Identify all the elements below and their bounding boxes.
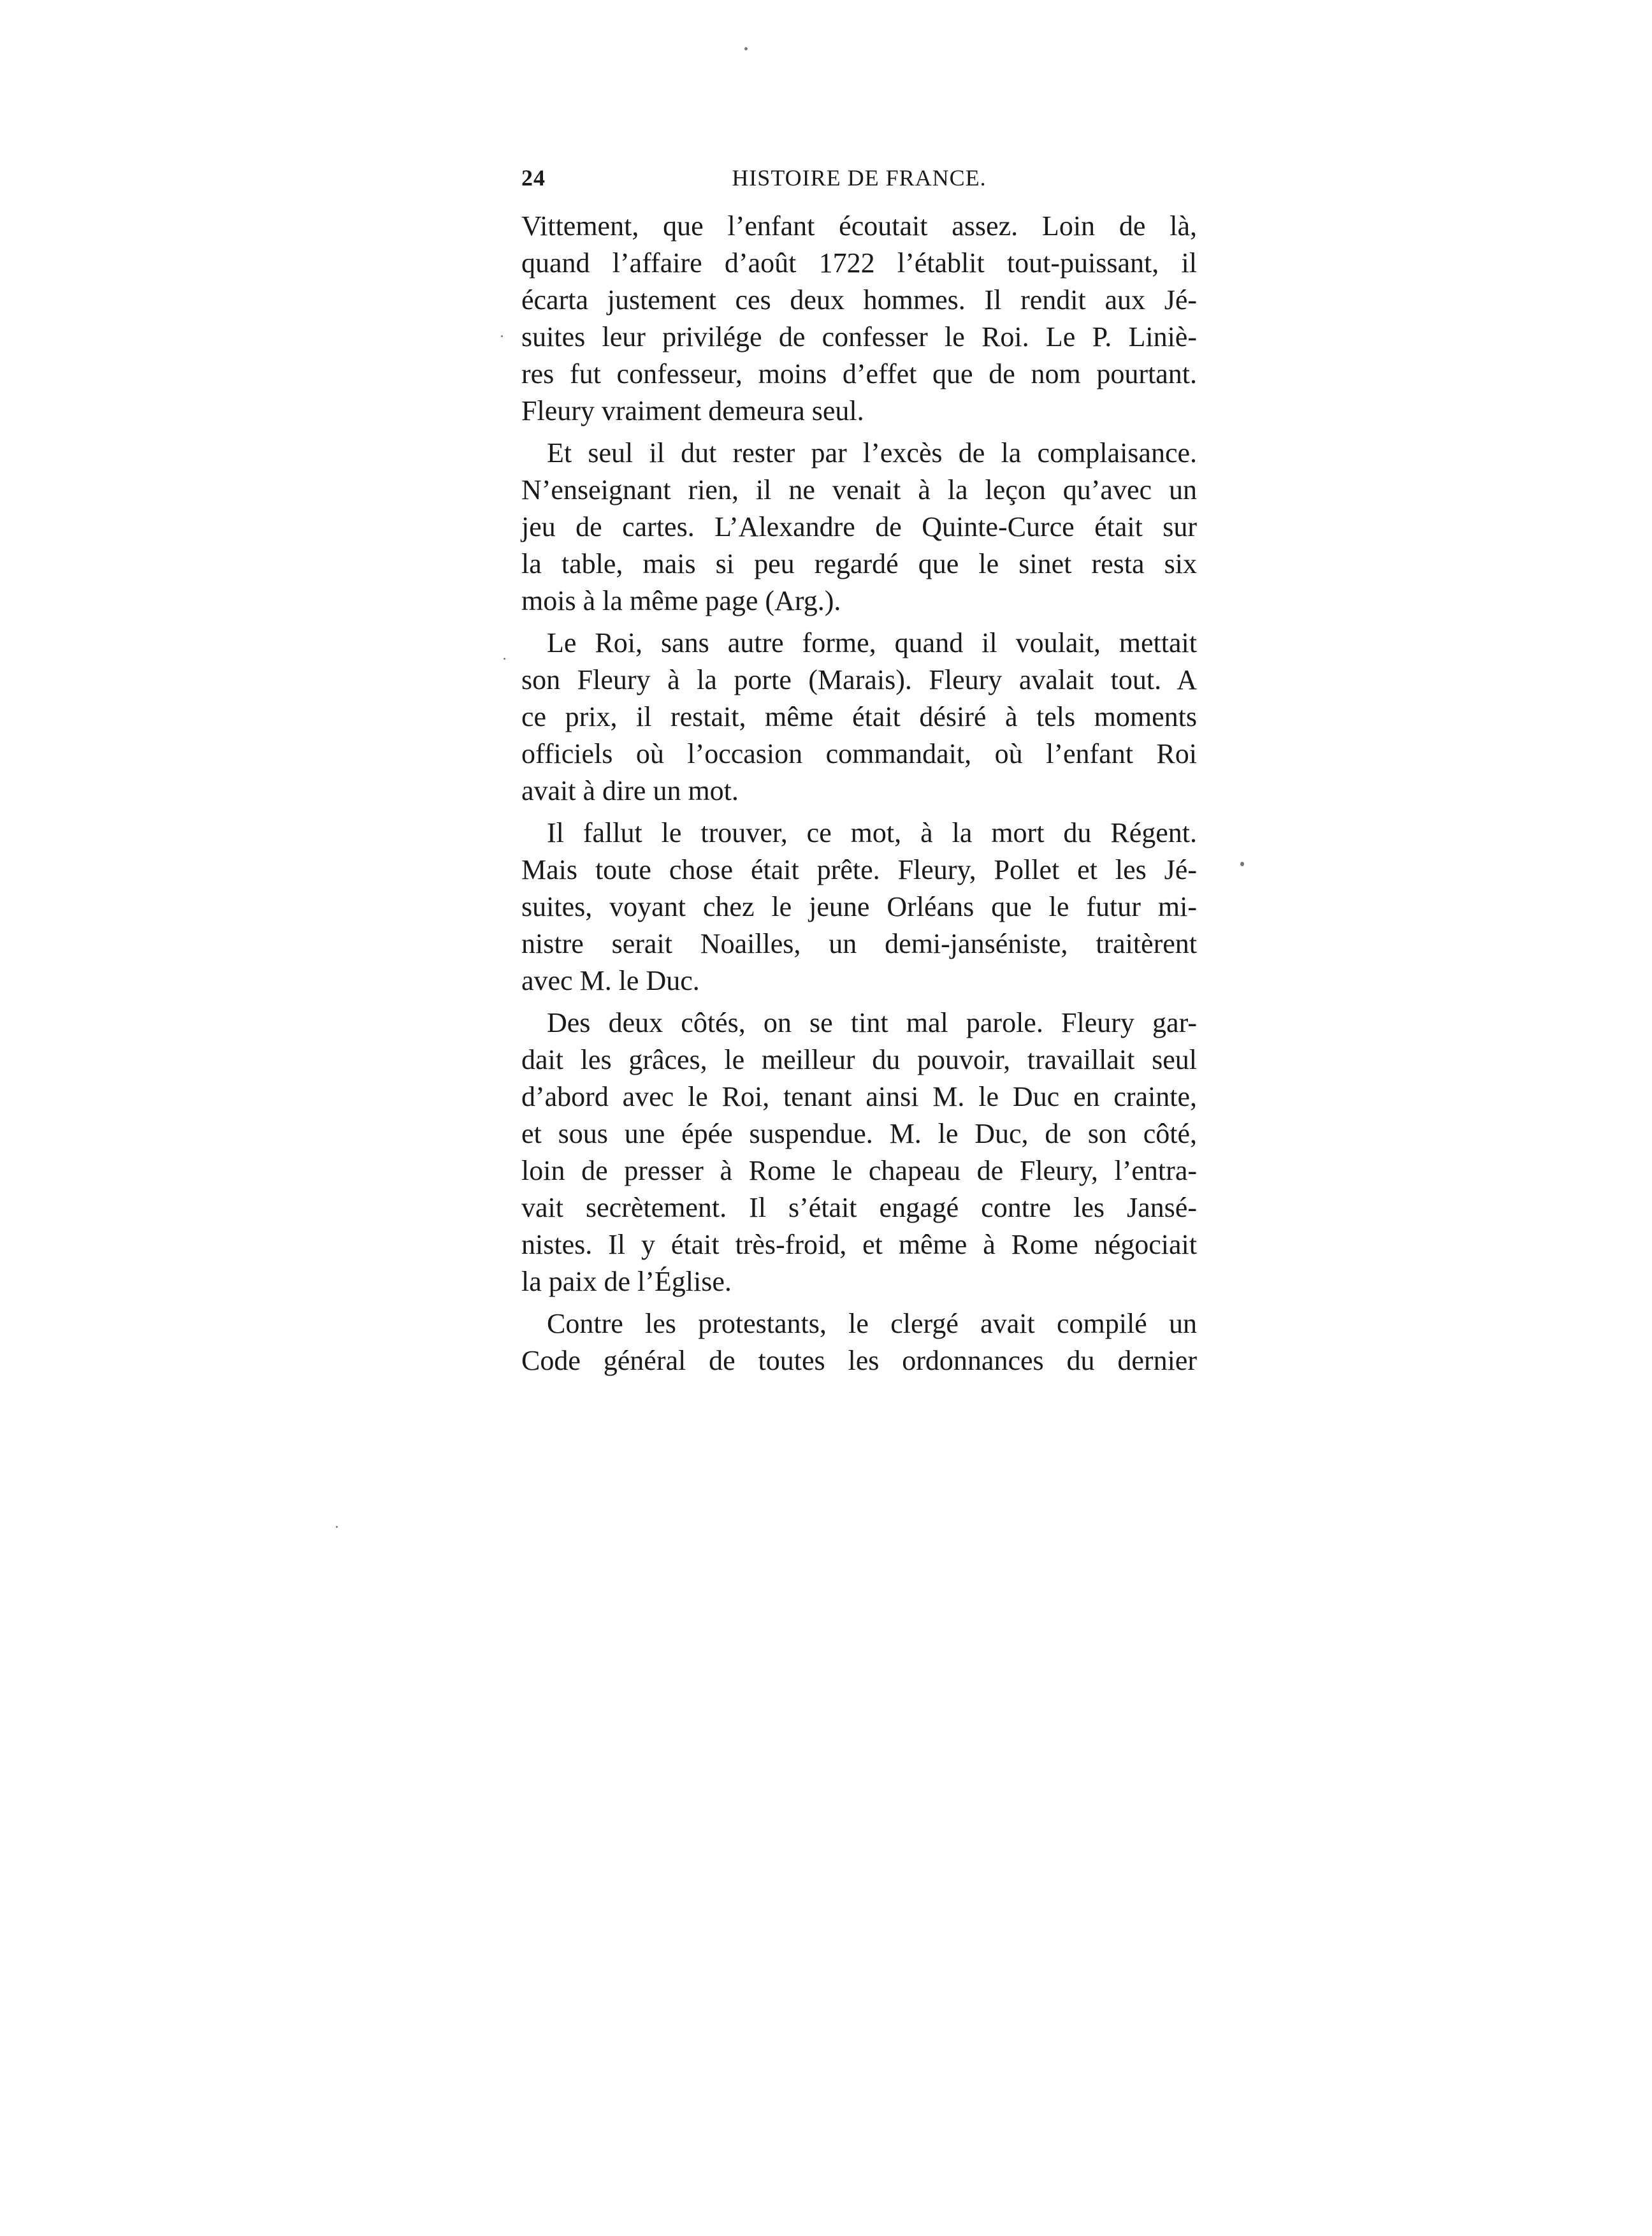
text-line: d’abord avec le Roi, tenant ainsi M. le Duc en crainte,	[521, 1081, 1197, 1112]
text-line: Il fallut le trouver, ce mot, à la mort du Régent.	[547, 817, 1197, 848]
text-line: loin de presser à Rome le chapeau de Fleury, l’entra-	[521, 1155, 1197, 1186]
text-line: N’enseignant rien, il ne venait à la leçon qu’avec un	[521, 474, 1197, 505]
text-line: ce prix, il restait, même était désiré à tels moments	[521, 701, 1197, 732]
page-header	[521, 164, 1197, 203]
page-number: 24	[521, 165, 546, 191]
text-line: la table, mais si peu regardé que le sinet resta six	[521, 548, 1197, 579]
text-line: Mais toute chose était prête. Fleury, Pollet et les Jé-	[521, 854, 1197, 885]
text-line: et sous une épée suspendue. M. le Duc, de son côté,	[521, 1118, 1197, 1149]
text-line: Code général de toutes les ordonnances du dernier	[521, 1345, 1197, 1376]
text-line: dait les grâces, le meilleur du pouvoir, travaillait seul	[521, 1044, 1197, 1075]
scan-speck	[744, 47, 748, 50]
scan-speck	[504, 658, 505, 660]
text-line: Fleury vraiment demeura seul.	[521, 395, 864, 426]
text-line: Et seul il dut rester par l’excès de la complaisance.	[547, 437, 1197, 468]
text-line: officiels où l’occasion commandait, où l’enfant Roi	[521, 738, 1197, 769]
paragraph	[521, 815, 1197, 999]
text-line: suites, voyant chez le jeune Orléans que le futur mi-	[521, 891, 1197, 922]
text-line: nistre serait Noailles, un demi-janséniste, traitèrent	[521, 928, 1197, 959]
scan-speck	[1240, 862, 1244, 866]
text-line: mois à la même page (Arg.).	[521, 585, 841, 616]
text-line: écarta justement ces deux hommes. Il rendit aux Jé-	[521, 284, 1197, 316]
paragraph	[521, 208, 1197, 430]
text-line: Le Roi, sans autre forme, quand il voulait, mettait	[547, 627, 1197, 658]
paragraph	[521, 435, 1197, 620]
text-line: suites leur privilége de confesser le Roi. Le P. Liniè-	[521, 321, 1197, 352]
text-line: son Fleury à la porte (Marais). Fleury avalait tout. A	[521, 664, 1197, 695]
body-text	[521, 208, 1197, 1379]
text-line: Contre les protestants, le clergé avait compilé un	[547, 1308, 1197, 1339]
text-line: Des deux côtés, on se tint mal parole. Fleury gar-	[547, 1007, 1197, 1038]
text-line: avec M. le Duc.	[521, 965, 700, 996]
text-line: quand l’affaire d’août 1722 l’établit tout-puissant, il	[521, 247, 1197, 279]
scan-speck	[336, 1526, 338, 1528]
text-line: vait secrètement. Il s’était engagé contre les Jansé-	[521, 1192, 1197, 1223]
paragraph	[521, 1305, 1197, 1379]
paragraph	[521, 1005, 1197, 1300]
running-title: HISTOIRE DE FRANCE.	[732, 165, 987, 191]
paragraph	[521, 625, 1197, 809]
text-line: avait à dire un mot.	[521, 775, 739, 806]
text-line: la paix de l’Église.	[521, 1266, 732, 1297]
scan-speck	[501, 335, 503, 337]
text-line: Vittement, que l’enfant écoutait assez. Loin de là,	[521, 210, 1197, 242]
text-line: jeu de cartes. L’Alexandre de Quinte-Curce était sur	[521, 511, 1197, 542]
text-line: res fut confesseur, moins d’effet que de nom pourtant.	[521, 358, 1197, 389]
text-line: nistes. Il y était très-froid, et même à Rome négociait	[521, 1229, 1197, 1260]
